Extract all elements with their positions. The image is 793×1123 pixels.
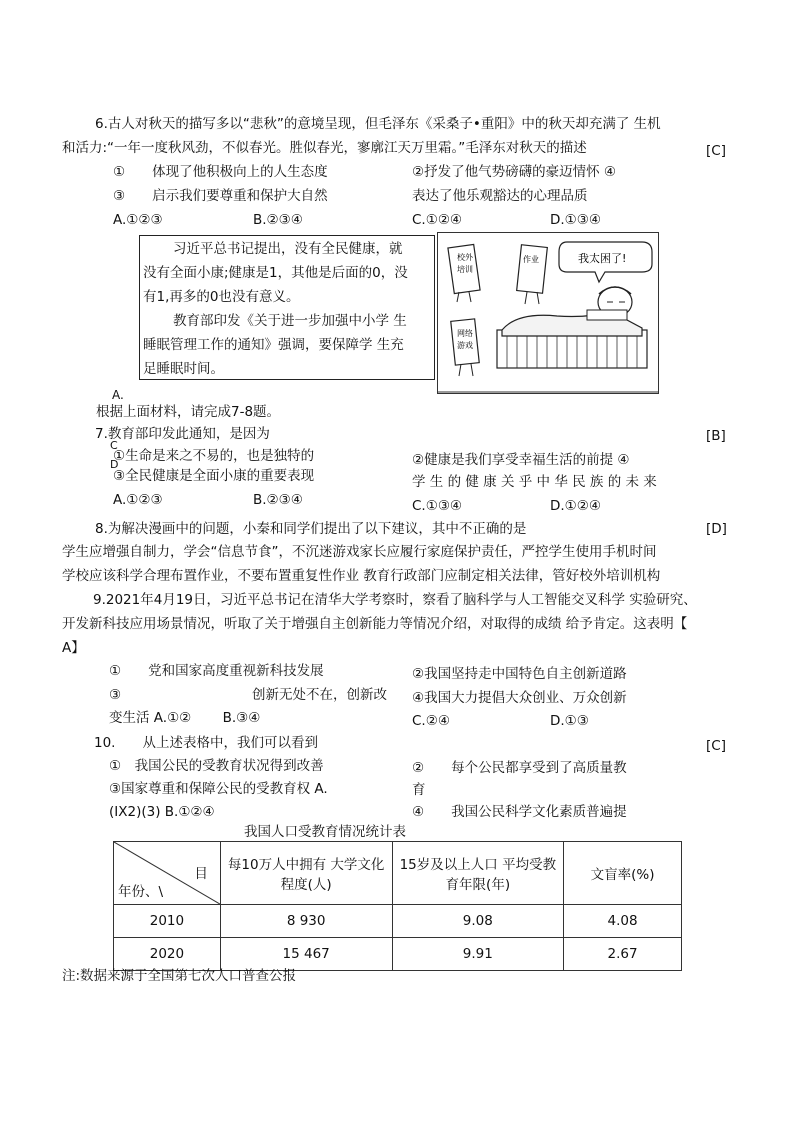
q9-stem-line3: A】 (62, 640, 85, 656)
table-title: 我国人口受教育情况统计表 (244, 824, 406, 840)
q8-line3: 学校应该科学合理布置作业，不要布置重复性作业 教育行政部门应制定相关法律，管好校外培训机构 (62, 568, 661, 584)
svg-text:网络: 网络 (457, 329, 473, 338)
q6-option-3: ③ 启示我们要尊重和保护大自然 (113, 188, 328, 204)
q8-answer: [D] (706, 521, 727, 537)
material-line: 没有全面小康;健康是1，其他是后面的0，没 (143, 265, 408, 281)
cell-university: 15 467 (220, 938, 392, 971)
header-avg-education-years: 15岁及以上人口 平均受教育年限(年) (392, 842, 564, 905)
q7-answer: [B] (706, 428, 726, 444)
q7-choice-a: A.①②③ (113, 492, 163, 508)
q9-choice-d: D.①③ (550, 713, 589, 729)
q7-choice-b: B.②③④ (253, 492, 303, 508)
q6-option-4: 表达了他乐观豁达的心理品质 (412, 188, 588, 204)
q10-option-2: ② 每个公民都享受到了高质量教 (412, 760, 627, 776)
table-header-corner (114, 842, 221, 905)
q6-choice-c: C.①②④ (412, 212, 463, 228)
svg-text:校外: 校外 (457, 253, 473, 262)
q10-choices: (IX2)(3) B.①②④ (109, 804, 215, 820)
stray-mark-a: A. (112, 388, 124, 402)
q6-option-2: ②抒发了他气势磅礴的豪迈情怀 ④ (412, 164, 616, 180)
q6-answer: [C] (706, 143, 726, 159)
q7-option-1: ①生命是来之不易的，也是独特的 (113, 448, 315, 464)
speech-bubble-text: 我太困了! (578, 252, 627, 265)
q9-stem-line2: 开发新科技应用场景情况，听取了关于增强自主创新能力等情况介绍，对取得的成绩 给予肯定。这表明【 (62, 616, 688, 632)
svg-text:培训: 培训 (457, 265, 473, 274)
q9-choice-c: C.②④ (412, 713, 450, 729)
q7-option-4: 学 生 的 健 康 关 乎 中 华 民 族 的 未 来 (412, 474, 657, 490)
q10-option-1: ① 我国公民的受教育状况得到改善 (109, 758, 324, 774)
q10-answer: [C] (706, 738, 726, 754)
header-corner-top: 目 (194, 866, 208, 882)
q9-option-3-marker: ③ (109, 687, 122, 703)
stray-mark-c: C (110, 439, 118, 452)
cell-year: 2010 (114, 905, 221, 938)
q10-option-4: ④ 我国公民科学文化素质普遍提 (412, 804, 627, 820)
svg-text:作业: 作业 (523, 255, 539, 264)
table-row (114, 905, 682, 938)
cell-illiteracy: 4.08 (564, 905, 682, 938)
cell-education-years: 9.08 (392, 905, 564, 938)
q6-stem-line2: 和活力:“一年一度秋风劲，不似春光。胜似春光，寥廓江天万里霜。”毛泽东对秋天的描述 (62, 140, 587, 156)
instruction-7-8: 根据上面材料，请完成7-8题。 (96, 404, 281, 420)
table-header-row (114, 842, 682, 905)
q6-choice-a: A.①②③ (113, 212, 163, 228)
education-stats-table (113, 841, 682, 971)
material-line: 有1,再多的0也没有意义。 (143, 289, 300, 305)
material-line: 教育部印发《关于进一步加强中小学 生 (173, 313, 407, 329)
q9-choices-ab: 变生活 A.①② B.③④ (109, 710, 261, 726)
q7-choice-d: D.①②④ (550, 498, 601, 514)
cell-year: 2020 (114, 938, 221, 971)
q7-stem: 7.教育部印发此通知，是因为 (95, 426, 270, 442)
q8-line2: 学生应增强自制力，学会“信息节食”，不沉迷游戏家长应履行家庭保护责任，严控学生使用手机时间 (62, 544, 657, 560)
q7-choice-c: C.①③④ (412, 498, 463, 514)
q6-choice-d: D.①③④ (550, 212, 601, 228)
q10-stem: 10. 从上述表格中，我们可以看到 (94, 735, 318, 751)
cartoon-illustration (437, 232, 659, 394)
table-row (114, 938, 682, 971)
material-line: 睡眠管理工作的通知》强调，要保障学 生充 (143, 337, 404, 353)
stray-mark-d: D (110, 458, 119, 471)
q6-stem-line1: 6.古人对秋天的描写多以“悲秋”的意境呈现，但毛泽东《采桑子•重阳》中的秋天却充满了 生机 (95, 116, 661, 132)
q9-option-2: ②我国坚持走中国特色自主创新道路 (412, 666, 627, 682)
q10-option-3: ③国家尊重和保障公民的受教育权 A. (109, 781, 328, 797)
q10-option-2-cont: 育 (412, 782, 426, 798)
table-note: 注:数据来源于全国第七次人口普查公报 (62, 968, 297, 984)
q7-option-2: ②健康是我们享受幸福生活的前提 ④ (412, 452, 630, 468)
header-corner-bottom: 年份、\ (118, 884, 164, 900)
cell-university: 8 930 (220, 905, 392, 938)
q9-option-1: ① 党和国家高度重视新科技发展 (109, 663, 324, 679)
q9-option-3: 创新无处不在，创新改 (252, 687, 387, 703)
header-illiteracy-rate: 文盲率(%) (564, 842, 682, 905)
material-line: 习近平总书记提出，没有全民健康，就 (173, 241, 403, 257)
q6-choice-b: B.②③④ (253, 212, 303, 228)
header-university-per-100k: 每10万人中拥有 大学文化程度(人) (220, 842, 392, 905)
svg-text:游戏: 游戏 (457, 341, 473, 350)
cell-education-years: 9.91 (392, 938, 564, 971)
q8-stem: 8.为解决漫画中的问题，小秦和同学们提出了以下建议，其中不正确的是 (95, 521, 527, 537)
q7-option-3: ③全民健康是全面小康的重要表现 (113, 468, 315, 484)
cell-illiteracy: 2.67 (564, 938, 682, 971)
q9-stem-line1: 9.2021年4月19日，习近平总书记在清华大学考察时，察看了脑科学与人工智能交叉科学 实验研究、 (93, 592, 697, 608)
material-line: 足睡眠时间。 (143, 361, 224, 377)
q6-option-1: ① 体现了他积极向上的人生态度 (113, 164, 328, 180)
q9-option-4: ④我国大力提倡大众创业、万众创新 (412, 690, 627, 706)
